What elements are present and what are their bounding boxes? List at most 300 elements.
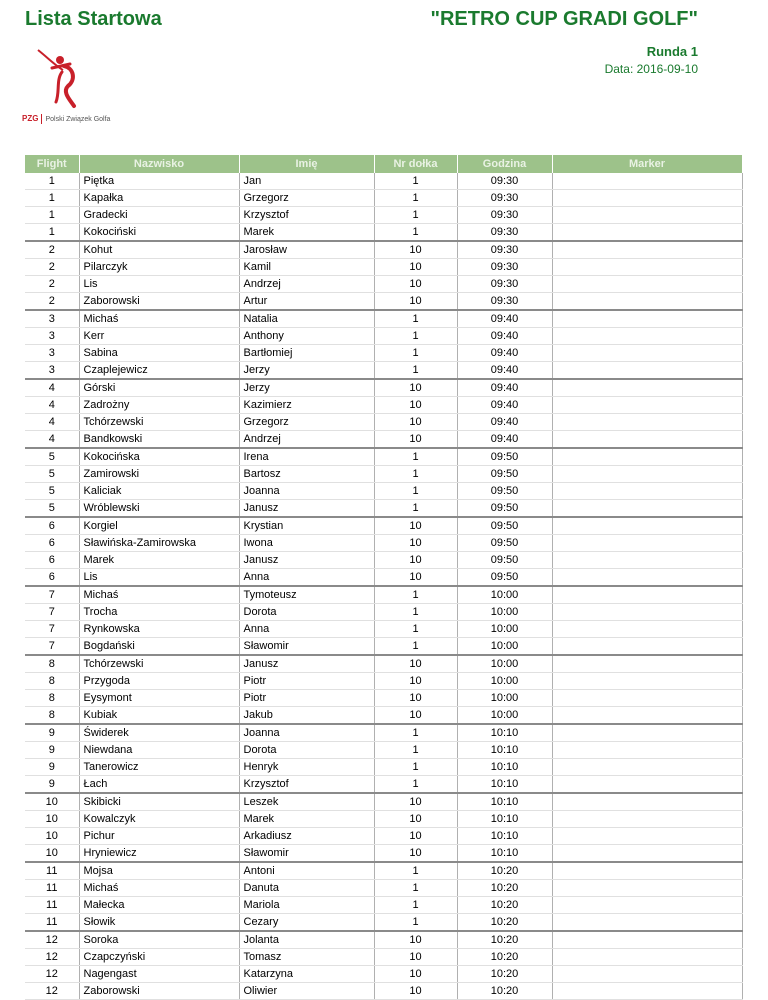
first-name-cell: Mariola xyxy=(239,897,374,914)
flight-cell: 6 xyxy=(25,517,79,535)
marker-cell xyxy=(552,621,742,638)
time-cell: 10:20 xyxy=(457,949,552,966)
time-cell: 09:40 xyxy=(457,431,552,449)
marker-cell xyxy=(552,414,742,431)
flight-cell: 8 xyxy=(25,655,79,673)
first-name-cell: Krzysztof xyxy=(239,207,374,224)
time-cell: 09:50 xyxy=(457,517,552,535)
marker-cell xyxy=(552,224,742,242)
time-cell: 10:00 xyxy=(457,638,552,656)
table-row xyxy=(25,259,742,276)
hole-cell: 10 xyxy=(374,845,457,863)
hole-cell: 10 xyxy=(374,949,457,966)
marker-cell xyxy=(552,724,742,742)
round-label: Runda 1 xyxy=(646,44,698,59)
first-name-cell: Jerzy xyxy=(239,362,374,380)
hole-cell: 10 xyxy=(374,241,457,259)
surname-cell: Tanerowicz xyxy=(79,759,239,776)
time-cell: 09:50 xyxy=(457,552,552,569)
time-cell: 09:30 xyxy=(457,224,552,242)
hole-cell: 1 xyxy=(374,742,457,759)
flight-cell: 10 xyxy=(25,845,79,863)
table-row xyxy=(25,655,742,673)
surname-cell: Soroka xyxy=(79,931,239,949)
hole-cell: 10 xyxy=(374,431,457,449)
first-name-cell: Tomasz xyxy=(239,949,374,966)
table-row xyxy=(25,466,742,483)
flight-cell: 2 xyxy=(25,241,79,259)
hole-cell: 1 xyxy=(374,776,457,794)
marker-cell xyxy=(552,310,742,328)
surname-cell: Zaborowski xyxy=(79,983,239,1000)
col-flight: Flight xyxy=(25,155,79,173)
flight-cell: 2 xyxy=(25,293,79,311)
table-row xyxy=(25,707,742,725)
logo-abbrev: PZG xyxy=(22,114,39,123)
flight-cell: 7 xyxy=(25,638,79,656)
time-cell: 10:20 xyxy=(457,931,552,949)
marker-cell xyxy=(552,983,742,1000)
flight-cell: 1 xyxy=(25,207,79,224)
table-row xyxy=(25,379,742,397)
table-row xyxy=(25,241,742,259)
first-name-cell: Danuta xyxy=(239,880,374,897)
first-name-cell: Anthony xyxy=(239,328,374,345)
surname-cell: Gradecki xyxy=(79,207,239,224)
hole-cell: 10 xyxy=(374,811,457,828)
hole-cell: 1 xyxy=(374,604,457,621)
first-name-cell: Krystian xyxy=(239,517,374,535)
surname-cell: Sabina xyxy=(79,345,239,362)
surname-cell: Zadrożny xyxy=(79,397,239,414)
time-cell: 09:30 xyxy=(457,259,552,276)
surname-cell: Kubiak xyxy=(79,707,239,725)
table-row xyxy=(25,776,742,794)
hole-cell: 1 xyxy=(374,448,457,466)
flight-cell: 2 xyxy=(25,259,79,276)
first-name-cell: Dorota xyxy=(239,604,374,621)
pzg-logo xyxy=(22,46,142,134)
surname-cell: Słowik xyxy=(79,914,239,932)
first-name-cell: Andrzej xyxy=(239,276,374,293)
first-name-cell: Jakub xyxy=(239,707,374,725)
marker-cell xyxy=(552,397,742,414)
golfer-icon xyxy=(30,46,90,110)
hole-cell: 10 xyxy=(374,259,457,276)
hole-cell: 1 xyxy=(374,500,457,518)
flight-cell: 8 xyxy=(25,673,79,690)
table-row xyxy=(25,793,742,811)
marker-cell xyxy=(552,431,742,449)
surname-cell: Lis xyxy=(79,569,239,587)
flight-cell: 5 xyxy=(25,500,79,518)
first-name-cell: Kazimierz xyxy=(239,397,374,414)
first-name-cell: Dorota xyxy=(239,742,374,759)
flight-cell: 4 xyxy=(25,379,79,397)
hole-cell: 1 xyxy=(374,345,457,362)
surname-cell: Łach xyxy=(79,776,239,794)
date-label: Data: 2016-09-10 xyxy=(604,62,698,76)
surname-cell: Zaborowski xyxy=(79,293,239,311)
time-cell: 09:40 xyxy=(457,310,552,328)
marker-cell xyxy=(552,448,742,466)
marker-cell xyxy=(552,673,742,690)
table-row xyxy=(25,966,742,983)
time-cell: 10:10 xyxy=(457,811,552,828)
table-row xyxy=(25,483,742,500)
surname-cell: Kapałka xyxy=(79,190,239,207)
flight-cell: 4 xyxy=(25,431,79,449)
table-row xyxy=(25,949,742,966)
marker-cell xyxy=(552,845,742,863)
hole-cell: 1 xyxy=(374,897,457,914)
marker-cell xyxy=(552,966,742,983)
first-name-cell: Henryk xyxy=(239,759,374,776)
time-cell: 10:00 xyxy=(457,586,552,604)
hole-cell: 10 xyxy=(374,517,457,535)
marker-cell xyxy=(552,207,742,224)
surname-cell: Bogdański xyxy=(79,638,239,656)
surname-cell: Kaliciak xyxy=(79,483,239,500)
table-row xyxy=(25,742,742,759)
table-row xyxy=(25,310,742,328)
time-cell: 09:50 xyxy=(457,483,552,500)
first-name-cell: Anna xyxy=(239,569,374,587)
surname-cell: Wróblewski xyxy=(79,500,239,518)
time-cell: 10:20 xyxy=(457,983,552,1000)
first-name-cell: Jolanta xyxy=(239,931,374,949)
hole-cell: 1 xyxy=(374,880,457,897)
flight-cell: 3 xyxy=(25,362,79,380)
first-name-cell: Arkadiusz xyxy=(239,828,374,845)
marker-cell xyxy=(552,190,742,207)
marker-cell xyxy=(552,949,742,966)
flight-cell: 3 xyxy=(25,328,79,345)
flight-cell: 10 xyxy=(25,793,79,811)
first-name-cell: Janusz xyxy=(239,500,374,518)
time-cell: 10:10 xyxy=(457,776,552,794)
flight-cell: 7 xyxy=(25,604,79,621)
time-cell: 10:00 xyxy=(457,707,552,725)
hole-cell: 1 xyxy=(374,362,457,380)
time-cell: 09:40 xyxy=(457,362,552,380)
surname-cell: Hryniewicz xyxy=(79,845,239,863)
flight-cell: 1 xyxy=(25,224,79,242)
surname-cell: Czaplejewicz xyxy=(79,362,239,380)
hole-cell: 1 xyxy=(374,207,457,224)
first-name-cell: Tymoteusz xyxy=(239,586,374,604)
flight-cell: 11 xyxy=(25,914,79,932)
first-name-cell: Marek xyxy=(239,224,374,242)
marker-cell xyxy=(552,379,742,397)
flight-cell: 5 xyxy=(25,483,79,500)
surname-cell: Skibicki xyxy=(79,793,239,811)
first-name-cell: Jarosław xyxy=(239,241,374,259)
marker-cell xyxy=(552,569,742,587)
flight-cell: 4 xyxy=(25,414,79,431)
flight-cell: 12 xyxy=(25,949,79,966)
flight-cell: 11 xyxy=(25,897,79,914)
table-row xyxy=(25,983,742,1000)
first-name-cell: Bartłomiej xyxy=(239,345,374,362)
hole-cell: 10 xyxy=(374,690,457,707)
time-cell: 10:20 xyxy=(457,966,552,983)
first-name-cell: Artur xyxy=(239,293,374,311)
time-cell: 10:10 xyxy=(457,845,552,863)
hole-cell: 1 xyxy=(374,483,457,500)
marker-cell xyxy=(552,897,742,914)
time-cell: 09:50 xyxy=(457,535,552,552)
first-name-cell: Oliwier xyxy=(239,983,374,1000)
table-row xyxy=(25,328,742,345)
time-cell: 10:20 xyxy=(457,897,552,914)
flight-cell: 9 xyxy=(25,759,79,776)
table-row xyxy=(25,897,742,914)
marker-cell xyxy=(552,931,742,949)
marker-cell xyxy=(552,690,742,707)
flight-cell: 6 xyxy=(25,552,79,569)
flight-cell: 9 xyxy=(25,742,79,759)
hole-cell: 10 xyxy=(374,414,457,431)
hole-cell: 1 xyxy=(374,224,457,242)
first-name-cell: Kamil xyxy=(239,259,374,276)
hole-cell: 1 xyxy=(374,190,457,207)
surname-cell: Pichur xyxy=(79,828,239,845)
event-title: "RETRO CUP GRADI GOLF" xyxy=(430,8,698,30)
table-row xyxy=(25,517,742,535)
time-cell: 10:10 xyxy=(457,759,552,776)
table-row xyxy=(25,914,742,932)
table-row xyxy=(25,397,742,414)
time-cell: 10:10 xyxy=(457,828,552,845)
first-name-cell: Piotr xyxy=(239,690,374,707)
time-cell: 10:00 xyxy=(457,673,552,690)
time-cell: 09:30 xyxy=(457,190,552,207)
hole-cell: 1 xyxy=(374,759,457,776)
time-cell: 09:40 xyxy=(457,345,552,362)
first-name-cell: Grzegorz xyxy=(239,414,374,431)
marker-cell xyxy=(552,655,742,673)
hole-cell: 10 xyxy=(374,552,457,569)
table-row xyxy=(25,569,742,587)
first-name-cell: Anna xyxy=(239,621,374,638)
surname-cell: Przygoda xyxy=(79,673,239,690)
surname-cell: Michaś xyxy=(79,310,239,328)
flight-cell: 4 xyxy=(25,397,79,414)
flight-cell: 9 xyxy=(25,776,79,794)
hole-cell: 10 xyxy=(374,828,457,845)
hole-cell: 10 xyxy=(374,793,457,811)
time-cell: 10:20 xyxy=(457,914,552,932)
surname-cell: Niewdana xyxy=(79,742,239,759)
time-cell: 09:30 xyxy=(457,207,552,224)
table-header xyxy=(25,155,742,173)
surname-cell: Nagengast xyxy=(79,966,239,983)
marker-cell xyxy=(552,811,742,828)
flight-cell: 3 xyxy=(25,345,79,362)
first-name-cell: Bartosz xyxy=(239,466,374,483)
marker-cell xyxy=(552,880,742,897)
flight-cell: 7 xyxy=(25,586,79,604)
hole-cell: 10 xyxy=(374,673,457,690)
flight-cell: 11 xyxy=(25,862,79,880)
marker-cell xyxy=(552,776,742,794)
surname-cell: Małecka xyxy=(79,897,239,914)
marker-cell xyxy=(552,276,742,293)
marker-cell xyxy=(552,328,742,345)
first-name-cell: Krzysztof xyxy=(239,776,374,794)
flight-cell: 11 xyxy=(25,880,79,897)
table-row xyxy=(25,173,742,190)
time-cell: 09:40 xyxy=(457,397,552,414)
col-first-name: Imię xyxy=(239,155,374,173)
table-row xyxy=(25,621,742,638)
start-list-table xyxy=(25,155,743,1000)
table-row xyxy=(25,535,742,552)
time-cell: 10:20 xyxy=(457,862,552,880)
marker-cell xyxy=(552,742,742,759)
col-hole: Nr dołka xyxy=(374,155,457,173)
first-name-cell: Katarzyna xyxy=(239,966,374,983)
marker-cell xyxy=(552,293,742,311)
surname-cell: Mojsa xyxy=(79,862,239,880)
first-name-cell: Joanna xyxy=(239,724,374,742)
marker-cell xyxy=(552,241,742,259)
table-row xyxy=(25,552,742,569)
table-row xyxy=(25,724,742,742)
first-name-cell: Antoni xyxy=(239,862,374,880)
marker-cell xyxy=(552,552,742,569)
first-name-cell: Leszek xyxy=(239,793,374,811)
table-row xyxy=(25,845,742,863)
table-row xyxy=(25,500,742,518)
table-row xyxy=(25,224,742,242)
table-row xyxy=(25,811,742,828)
hole-cell: 1 xyxy=(374,310,457,328)
surname-cell: Kokocińska xyxy=(79,448,239,466)
marker-cell xyxy=(552,517,742,535)
time-cell: 10:00 xyxy=(457,690,552,707)
flight-cell: 8 xyxy=(25,690,79,707)
flight-cell: 1 xyxy=(25,190,79,207)
hole-cell: 10 xyxy=(374,983,457,1000)
table-row xyxy=(25,931,742,949)
flight-cell: 9 xyxy=(25,724,79,742)
table-row xyxy=(25,638,742,656)
first-name-cell: Janusz xyxy=(239,552,374,569)
hole-cell: 10 xyxy=(374,397,457,414)
flight-cell: 8 xyxy=(25,707,79,725)
time-cell: 10:10 xyxy=(457,724,552,742)
marker-cell xyxy=(552,638,742,656)
flight-cell: 2 xyxy=(25,276,79,293)
hole-cell: 10 xyxy=(374,535,457,552)
marker-cell xyxy=(552,259,742,276)
table-row xyxy=(25,828,742,845)
marker-cell xyxy=(552,483,742,500)
flight-cell: 6 xyxy=(25,569,79,587)
flight-cell: 5 xyxy=(25,448,79,466)
surname-cell: Lis xyxy=(79,276,239,293)
time-cell: 09:30 xyxy=(457,173,552,190)
time-cell: 10:00 xyxy=(457,655,552,673)
first-name-cell: Joanna xyxy=(239,483,374,500)
surname-cell: Górski xyxy=(79,379,239,397)
surname-cell: Kowalczyk xyxy=(79,811,239,828)
surname-cell: Zamirowski xyxy=(79,466,239,483)
hole-cell: 10 xyxy=(374,655,457,673)
surname-cell: Kerr xyxy=(79,328,239,345)
hole-cell: 10 xyxy=(374,293,457,311)
surname-cell: Pilarczyk xyxy=(79,259,239,276)
marker-cell xyxy=(552,586,742,604)
first-name-cell: Grzegorz xyxy=(239,190,374,207)
hole-cell: 1 xyxy=(374,862,457,880)
time-cell: 10:10 xyxy=(457,742,552,759)
first-name-cell: Iwona xyxy=(239,535,374,552)
hole-cell: 1 xyxy=(374,724,457,742)
first-name-cell: Cezary xyxy=(239,914,374,932)
surname-cell: Eysymont xyxy=(79,690,239,707)
marker-cell xyxy=(552,707,742,725)
first-name-cell: Sławomir xyxy=(239,845,374,863)
list-title: Lista Startowa xyxy=(25,8,162,30)
time-cell: 10:20 xyxy=(457,880,552,897)
hole-cell: 1 xyxy=(374,621,457,638)
table-row xyxy=(25,431,742,449)
flight-cell: 12 xyxy=(25,966,79,983)
first-name-cell: Jan xyxy=(239,173,374,190)
flight-cell: 10 xyxy=(25,811,79,828)
marker-cell xyxy=(552,345,742,362)
hole-cell: 10 xyxy=(374,276,457,293)
hole-cell: 10 xyxy=(374,379,457,397)
time-cell: 09:50 xyxy=(457,500,552,518)
marker-cell xyxy=(552,604,742,621)
table-row xyxy=(25,586,742,604)
table-row xyxy=(25,190,742,207)
marker-cell xyxy=(552,466,742,483)
hole-cell: 10 xyxy=(374,707,457,725)
marker-cell xyxy=(552,914,742,932)
time-cell: 09:50 xyxy=(457,448,552,466)
time-cell: 10:00 xyxy=(457,604,552,621)
surname-cell: Tchórzewski xyxy=(79,655,239,673)
table-row xyxy=(25,448,742,466)
first-name-cell: Janusz xyxy=(239,655,374,673)
surname-cell: Trocha xyxy=(79,604,239,621)
surname-cell: Michaś xyxy=(79,880,239,897)
hole-cell: 10 xyxy=(374,931,457,949)
table-row xyxy=(25,293,742,311)
table-row xyxy=(25,673,742,690)
flight-cell: 7 xyxy=(25,621,79,638)
table-row xyxy=(25,880,742,897)
time-cell: 09:40 xyxy=(457,328,552,345)
hole-cell: 1 xyxy=(374,914,457,932)
first-name-cell: Sławomir xyxy=(239,638,374,656)
surname-cell: Rynkowska xyxy=(79,621,239,638)
marker-cell xyxy=(552,793,742,811)
table-row xyxy=(25,862,742,880)
flight-cell: 1 xyxy=(25,173,79,190)
time-cell: 10:10 xyxy=(457,793,552,811)
table-row xyxy=(25,604,742,621)
surname-cell: Michaś xyxy=(79,586,239,604)
marker-cell xyxy=(552,173,742,190)
time-cell: 09:30 xyxy=(457,293,552,311)
hole-cell: 10 xyxy=(374,569,457,587)
